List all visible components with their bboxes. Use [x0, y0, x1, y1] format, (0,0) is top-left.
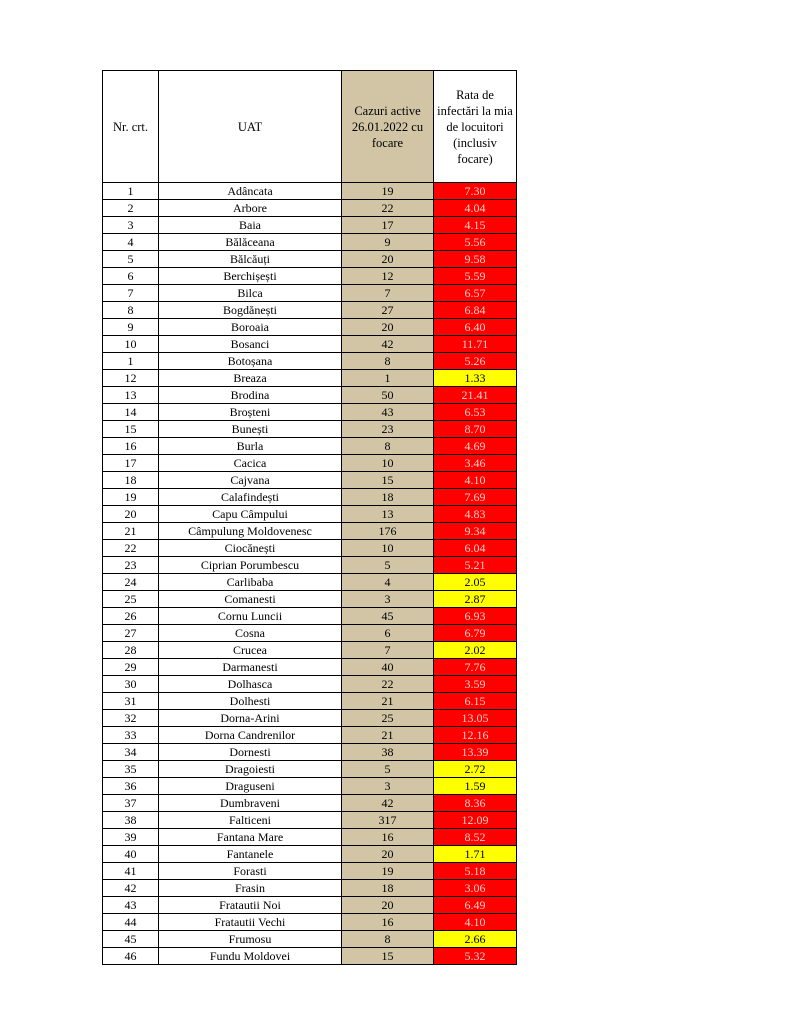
uat-name-cell: Capu Câmpului — [159, 506, 342, 523]
infection-rate-cell: 3.46 — [434, 455, 517, 472]
infection-rate-cell: 3.59 — [434, 676, 517, 693]
infection-rate-cell: 4.69 — [434, 438, 517, 455]
active-cases-cell: 18 — [342, 489, 434, 506]
infection-rate-cell: 1.33 — [434, 370, 517, 387]
uat-name-cell: Fantanele — [159, 846, 342, 863]
table-row — [103, 761, 517, 778]
uat-name-cell: Cajvana — [159, 472, 342, 489]
infection-rate-cell: 6.04 — [434, 540, 517, 557]
row-number-cell: 38 — [103, 812, 159, 829]
table-row — [103, 557, 517, 574]
row-number-cell: 42 — [103, 880, 159, 897]
table-row — [103, 336, 517, 353]
table-row — [103, 727, 517, 744]
row-number-cell: 24 — [103, 574, 159, 591]
row-number-cell: 14 — [103, 404, 159, 421]
infection-rate-cell: 5.59 — [434, 268, 517, 285]
active-cases-cell: 3 — [342, 778, 434, 795]
active-cases-cell: 16 — [342, 829, 434, 846]
active-cases-cell: 43 — [342, 404, 434, 421]
row-number-cell: 43 — [103, 897, 159, 914]
uat-name-cell: Adâncata — [159, 183, 342, 200]
active-cases-cell: 8 — [342, 353, 434, 370]
active-cases-cell: 16 — [342, 914, 434, 931]
active-cases-cell: 17 — [342, 217, 434, 234]
infection-rate-cell: 11.71 — [434, 336, 517, 353]
active-cases-cell: 3 — [342, 591, 434, 608]
uat-name-cell: Boroaia — [159, 319, 342, 336]
uat-name-cell: Câmpulung Moldovenesc — [159, 523, 342, 540]
active-cases-cell: 22 — [342, 200, 434, 217]
active-cases-cell: 42 — [342, 795, 434, 812]
row-number-cell: 12 — [103, 370, 159, 387]
infection-rate-cell: 9.34 — [434, 523, 517, 540]
infection-rate-cell: 13.05 — [434, 710, 517, 727]
table-row — [103, 880, 517, 897]
active-cases-cell: 45 — [342, 608, 434, 625]
active-cases-cell: 1 — [342, 370, 434, 387]
infection-rate-cell: 5.18 — [434, 863, 517, 880]
table-row — [103, 778, 517, 795]
row-number-cell: 17 — [103, 455, 159, 472]
table-row — [103, 710, 517, 727]
uat-name-cell: Crucea — [159, 642, 342, 659]
active-cases-cell: 40 — [342, 659, 434, 676]
table-row — [103, 217, 517, 234]
infection-rate-cell: 2.66 — [434, 931, 517, 948]
uat-name-cell: Dragoiesti — [159, 761, 342, 778]
infection-rate-cell: 6.79 — [434, 625, 517, 642]
table-row — [103, 744, 517, 761]
row-number-cell: 7 — [103, 285, 159, 302]
row-number-cell: 9 — [103, 319, 159, 336]
active-cases-cell: 12 — [342, 268, 434, 285]
uat-name-cell: Dolhesti — [159, 693, 342, 710]
uat-name-cell: Dorna-Arini — [159, 710, 342, 727]
uat-name-cell: Dorna Candrenilor — [159, 727, 342, 744]
active-cases-cell: 25 — [342, 710, 434, 727]
active-cases-cell: 21 — [342, 727, 434, 744]
infection-rate-cell: 6.93 — [434, 608, 517, 625]
row-number-cell: 6 — [103, 268, 159, 285]
row-number-cell: 44 — [103, 914, 159, 931]
active-cases-cell: 18 — [342, 880, 434, 897]
uat-name-cell: Baia — [159, 217, 342, 234]
infection-rate-cell: 2.72 — [434, 761, 517, 778]
active-cases-cell: 19 — [342, 183, 434, 200]
infection-rate-cell: 9.58 — [434, 251, 517, 268]
infection-rate-cell: 5.21 — [434, 557, 517, 574]
table-row — [103, 608, 517, 625]
uat-name-cell: Burla — [159, 438, 342, 455]
active-cases-cell: 6 — [342, 625, 434, 642]
active-cases-cell: 8 — [342, 931, 434, 948]
uat-name-cell: Draguseni — [159, 778, 342, 795]
uat-name-cell: Bosanci — [159, 336, 342, 353]
table-row — [103, 438, 517, 455]
header-cases: Cazuri active 26.01.2022 cu focare — [342, 71, 434, 183]
infection-rate-cell: 1.71 — [434, 846, 517, 863]
uat-name-cell: Cacica — [159, 455, 342, 472]
uat-name-cell: Fantana Mare — [159, 829, 342, 846]
row-number-cell: 45 — [103, 931, 159, 948]
active-cases-cell: 317 — [342, 812, 434, 829]
infection-rate-cell: 2.02 — [434, 642, 517, 659]
infection-rate-cell: 12.16 — [434, 727, 517, 744]
active-cases-cell: 176 — [342, 523, 434, 540]
row-number-cell: 27 — [103, 625, 159, 642]
uat-name-cell: Breaza — [159, 370, 342, 387]
row-number-cell: 41 — [103, 863, 159, 880]
uat-name-cell: Fratautii Noi — [159, 897, 342, 914]
table-row — [103, 914, 517, 931]
infection-rate-cell: 4.04 — [434, 200, 517, 217]
row-number-cell: 33 — [103, 727, 159, 744]
table-row — [103, 234, 517, 251]
table-row — [103, 285, 517, 302]
row-number-cell: 30 — [103, 676, 159, 693]
uat-name-cell: Comanesti — [159, 591, 342, 608]
active-cases-cell: 23 — [342, 421, 434, 438]
active-cases-cell: 5 — [342, 557, 434, 574]
uat-name-cell: Bogdănești — [159, 302, 342, 319]
active-cases-cell: 20 — [342, 846, 434, 863]
uat-name-cell: Botoșana — [159, 353, 342, 370]
table-row — [103, 200, 517, 217]
infection-rate-cell: 8.52 — [434, 829, 517, 846]
uat-name-cell: Brodina — [159, 387, 342, 404]
uat-name-cell: Forasti — [159, 863, 342, 880]
row-number-cell: 18 — [103, 472, 159, 489]
infection-rate-cell: 8.36 — [434, 795, 517, 812]
row-number-cell: 3 — [103, 217, 159, 234]
row-number-cell: 22 — [103, 540, 159, 557]
row-number-cell: 23 — [103, 557, 159, 574]
active-cases-cell: 21 — [342, 693, 434, 710]
uat-name-cell: Bilca — [159, 285, 342, 302]
infection-rate-cell: 12.09 — [434, 812, 517, 829]
infection-rate-cell: 4.10 — [434, 472, 517, 489]
table-row — [103, 795, 517, 812]
active-cases-cell: 5 — [342, 761, 434, 778]
uat-name-cell: Dolhasca — [159, 676, 342, 693]
infection-rate-cell: 6.15 — [434, 693, 517, 710]
table-row — [103, 183, 517, 200]
active-cases-cell: 4 — [342, 574, 434, 591]
table-body — [103, 183, 517, 965]
infection-rate-cell: 7.76 — [434, 659, 517, 676]
table-row — [103, 948, 517, 965]
active-cases-cell: 27 — [342, 302, 434, 319]
active-cases-cell: 20 — [342, 897, 434, 914]
uat-name-cell: Fundu Moldovei — [159, 948, 342, 965]
header-uat: UAT — [159, 71, 342, 183]
row-number-cell: 28 — [103, 642, 159, 659]
row-number-cell: 35 — [103, 761, 159, 778]
row-number-cell: 2 — [103, 200, 159, 217]
row-number-cell: 8 — [103, 302, 159, 319]
infection-rate-table — [102, 70, 517, 965]
infection-rate-cell: 6.57 — [434, 285, 517, 302]
table-row — [103, 387, 517, 404]
uat-name-cell: Bălăceana — [159, 234, 342, 251]
active-cases-cell: 19 — [342, 863, 434, 880]
table-row — [103, 523, 517, 540]
table-row — [103, 319, 517, 336]
uat-name-cell: Bălcăuți — [159, 251, 342, 268]
row-number-cell: 34 — [103, 744, 159, 761]
uat-name-cell: Bunești — [159, 421, 342, 438]
table-row — [103, 506, 517, 523]
row-number-cell: 46 — [103, 948, 159, 965]
table-row — [103, 642, 517, 659]
infection-rate-cell: 7.30 — [434, 183, 517, 200]
table-row — [103, 302, 517, 319]
table-header-row — [103, 71, 517, 183]
table-row — [103, 897, 517, 914]
row-number-cell: 37 — [103, 795, 159, 812]
infection-rate-cell: 5.56 — [434, 234, 517, 251]
table-row — [103, 829, 517, 846]
table-row — [103, 659, 517, 676]
row-number-cell: 19 — [103, 489, 159, 506]
table-row — [103, 863, 517, 880]
active-cases-cell: 38 — [342, 744, 434, 761]
infection-rate-cell: 4.10 — [434, 914, 517, 931]
row-number-cell: 4 — [103, 234, 159, 251]
infection-rate-cell: 7.69 — [434, 489, 517, 506]
row-number-cell: 40 — [103, 846, 159, 863]
uat-name-cell: Frumosu — [159, 931, 342, 948]
row-number-cell: 25 — [103, 591, 159, 608]
uat-name-cell: Cornu Luncii — [159, 608, 342, 625]
uat-name-cell: Darmanesti — [159, 659, 342, 676]
uat-name-cell: Ciocănești — [159, 540, 342, 557]
active-cases-cell: 13 — [342, 506, 434, 523]
active-cases-cell: 7 — [342, 642, 434, 659]
header-rate: Rata de infectări la mia de locuitori (inclusiv focare) — [434, 71, 517, 183]
table-row — [103, 370, 517, 387]
active-cases-cell: 50 — [342, 387, 434, 404]
uat-name-cell: Dumbraveni — [159, 795, 342, 812]
table-row — [103, 812, 517, 829]
active-cases-cell: 20 — [342, 251, 434, 268]
table-row — [103, 574, 517, 591]
uat-name-cell: Carlibaba — [159, 574, 342, 591]
infection-rate-cell: 3.06 — [434, 880, 517, 897]
row-number-cell: 39 — [103, 829, 159, 846]
uat-name-cell: Broșteni — [159, 404, 342, 421]
table-row — [103, 472, 517, 489]
row-number-cell: 10 — [103, 336, 159, 353]
row-number-cell: 29 — [103, 659, 159, 676]
row-number-cell: 36 — [103, 778, 159, 795]
infection-rate-cell: 4.15 — [434, 217, 517, 234]
uat-name-cell: Berchișești — [159, 268, 342, 285]
row-number-cell: 1 — [103, 183, 159, 200]
infection-rate-cell: 5.26 — [434, 353, 517, 370]
infection-rate-cell: 2.05 — [434, 574, 517, 591]
active-cases-cell: 10 — [342, 540, 434, 557]
uat-name-cell: Calafindești — [159, 489, 342, 506]
infection-rate-cell: 5.32 — [434, 948, 517, 965]
table-row — [103, 455, 517, 472]
table-row — [103, 404, 517, 421]
infection-rate-cell: 8.70 — [434, 421, 517, 438]
infection-rate-cell: 1.59 — [434, 778, 517, 795]
row-number-cell: 31 — [103, 693, 159, 710]
active-cases-cell: 8 — [342, 438, 434, 455]
table-row — [103, 846, 517, 863]
uat-name-cell: Cosna — [159, 625, 342, 642]
table-row — [103, 625, 517, 642]
uat-name-cell: Ciprian Porumbescu — [159, 557, 342, 574]
row-number-cell: 32 — [103, 710, 159, 727]
row-number-cell: 26 — [103, 608, 159, 625]
active-cases-cell: 20 — [342, 319, 434, 336]
row-number-cell: 16 — [103, 438, 159, 455]
active-cases-cell: 9 — [342, 234, 434, 251]
table-row — [103, 676, 517, 693]
infection-rate-cell: 4.83 — [434, 506, 517, 523]
table-row — [103, 693, 517, 710]
active-cases-cell: 7 — [342, 285, 434, 302]
table-row — [103, 591, 517, 608]
table-row — [103, 268, 517, 285]
uat-name-cell: Fratautii Vechi — [159, 914, 342, 931]
infection-rate-cell: 6.84 — [434, 302, 517, 319]
header-nr: Nr. crt. — [103, 71, 159, 183]
active-cases-cell: 22 — [342, 676, 434, 693]
infection-rate-cell: 6.53 — [434, 404, 517, 421]
table-row — [103, 540, 517, 557]
table-row — [103, 353, 517, 370]
infection-rate-cell: 13.39 — [434, 744, 517, 761]
active-cases-cell: 42 — [342, 336, 434, 353]
table-row — [103, 251, 517, 268]
infection-rate-cell: 2.87 — [434, 591, 517, 608]
table-row — [103, 931, 517, 948]
row-number-cell: 5 — [103, 251, 159, 268]
infection-rate-cell: 6.49 — [434, 897, 517, 914]
active-cases-cell: 15 — [342, 472, 434, 489]
uat-name-cell: Arbore — [159, 200, 342, 217]
row-number-cell: 15 — [103, 421, 159, 438]
active-cases-cell: 10 — [342, 455, 434, 472]
row-number-cell: 13 — [103, 387, 159, 404]
infection-rate-cell: 6.40 — [434, 319, 517, 336]
row-number-cell: 21 — [103, 523, 159, 540]
table-row — [103, 489, 517, 506]
row-number-cell: 20 — [103, 506, 159, 523]
row-number-cell: 1 — [103, 353, 159, 370]
uat-name-cell: Falticeni — [159, 812, 342, 829]
uat-name-cell: Dornesti — [159, 744, 342, 761]
active-cases-cell: 15 — [342, 948, 434, 965]
table-row — [103, 421, 517, 438]
uat-name-cell: Frasin — [159, 880, 342, 897]
infection-rate-cell: 21.41 — [434, 387, 517, 404]
